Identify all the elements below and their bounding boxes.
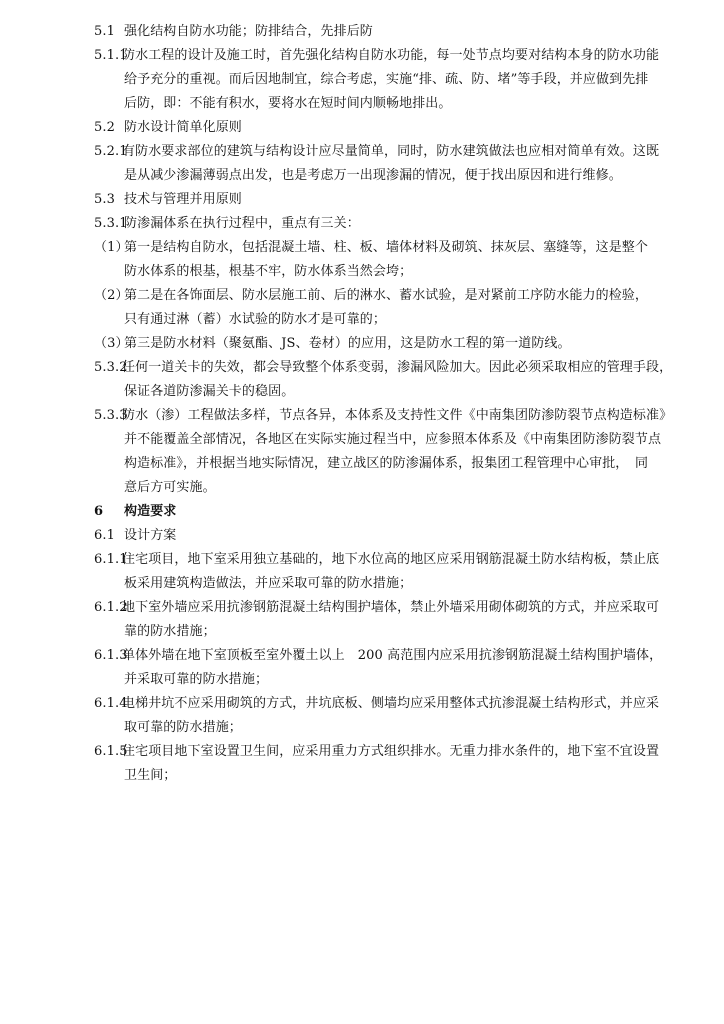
clause-text: 电梯井坑不应采用砌筑的方式，井坑底板、侧墙均应采用整体式抗渗混凝土结构形式，并应采 <box>122 696 660 711</box>
clause-text: 地下室外墙应采用抗渗钢筋混凝土结构围护墙体，禁止外墙采用砌体砌筑的方式，并应采取可 <box>122 600 660 615</box>
section-number: 6.1 <box>94 528 115 543</box>
clause-text: 保证各道防渗漏关卡的稳固。 <box>124 384 295 399</box>
clause-number: 5.3.1 <box>94 216 128 231</box>
section-title: 技术与管理并用原则 <box>124 192 242 207</box>
clause-text: 有防水要求部位的建筑与结构设计应尽量简单，同时，防水建筑做法也应相对简单有效。这既 <box>122 144 660 159</box>
clause-text: 防水（渗）工程做法多样，节点各异，本体系及支持性文件《中南集团防渗防裂节点构造标准》 <box>122 408 673 423</box>
section-number: 5.2 <box>94 120 115 135</box>
clause-text: 任何一道关卡的失效，都会导致整个体系变弱，渗漏风险加大。因此必须采取相应的管理手段， <box>122 360 673 375</box>
clause-number: 5.1.1 <box>94 48 128 63</box>
section-title: 防水设计简单化原则 <box>124 120 242 135</box>
list-text: 第一是结构自防水，包括混凝土墙、柱、板、墙体材料及砌筑、抹灰层、塞缝等，这是整个 <box>124 240 649 255</box>
clause-number: 6.1.3 <box>94 648 128 663</box>
clause-text: 取可靠的防水措施； <box>124 720 242 735</box>
clause-text: 并采取可靠的防水措施； <box>124 672 269 687</box>
clause-text: 住宅项目，地下室采用独立基础的，地下水位高的地区应采用钢筋混凝土防水结构板，禁止底 <box>122 552 660 567</box>
clause-text: 并不能覆盖全部情况，各地区在实际实施过程当中，应参照本体系及《中南集团防渗防裂节点 <box>124 432 662 447</box>
clause-text: 后防，即：不能有积水，要将水在短时间内顺畅地排出。 <box>124 96 452 111</box>
clause-text: 靠的防水措施； <box>124 624 216 639</box>
chapter-title: 构造要求 <box>124 504 177 519</box>
section-number: 5.1 <box>94 24 115 39</box>
list-text: 只有通过淋（蓄）水试验的防水才是可靠的； <box>124 312 387 327</box>
section-number: 5.3 <box>94 192 115 207</box>
clause-text: 是从减少渗漏薄弱点出发，也是考虑万一出现渗漏的情况，便于找出原因和进行维修。 <box>124 168 622 183</box>
list-number: （1） <box>94 240 129 255</box>
clause-text: 板采用建筑构造做法，并应采取可靠的防水措施； <box>124 576 413 591</box>
clause-number: 5.3.3 <box>94 408 128 423</box>
clause-number: 6.1.2 <box>94 600 128 615</box>
list-number: （3） <box>94 336 129 351</box>
list-text: 第三是防水材料（聚氨酯、JS、卷材）的应用，这是防水工程的第一道防线。 <box>124 336 571 351</box>
clause-number: 5.3.2 <box>94 360 128 375</box>
clause-number: 6.1.5 <box>94 744 128 759</box>
clause-text: 单体外墙在地下室顶板至室外覆土以上 200 高范围内应采用抗渗钢筋混凝土结构围护墙体， <box>122 648 663 663</box>
clause-text: 防水工程的设计及施工时，首先强化结构自防水功能，每一处节点均要对结构本身的防水功能 <box>122 48 660 63</box>
section-title: 强化结构自防水功能；防排结合，先排后防 <box>124 24 373 39</box>
section-title: 设计方案 <box>124 528 177 543</box>
clause-text: 意后方可实施。 <box>124 480 216 495</box>
clause-number: 6.1.1 <box>94 552 128 567</box>
chapter-number: 6 <box>94 504 104 519</box>
clause-text: 住宅项目地下室设置卫生间，应采用重力方式组织排水。无重力排水条件的，地下室不宜设置 <box>122 744 660 759</box>
clause-text: 给予充分的重视。而后因地制宜，综合考虑，实施“排、疏、防、堵”等手段，并应做到先排 <box>124 72 649 87</box>
clause-title: 防渗漏体系在执行过程中，重点有三关： <box>124 216 360 231</box>
clause-number: 5.2.1 <box>94 144 128 159</box>
list-number: （2） <box>94 288 129 303</box>
clause-text: 构造标准》，并根据当地实际情况，建立战区的防渗漏体系，报集团工程管理中心审批， 同 <box>124 456 649 471</box>
list-text: 防水体系的根基，根基不牢，防水体系当然会垮； <box>124 264 413 279</box>
clause-number: 6.1.4 <box>94 696 128 711</box>
clause-text: 卫生间； <box>124 768 177 783</box>
list-text: 第二是在各饰面层、防水层施工前、后的淋水、蓄水试验，是对紧前工序防水能力的检验， <box>124 288 649 303</box>
